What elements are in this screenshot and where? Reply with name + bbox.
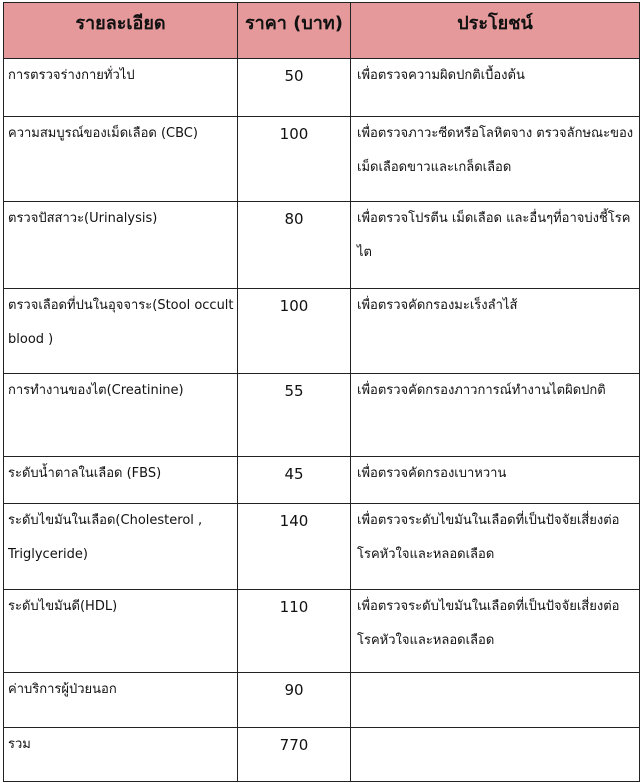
price-table xyxy=(3,2,640,782)
item-cell: ค่าบริการผู้ป่วยนอก xyxy=(4,673,238,728)
price-cell: 110 xyxy=(238,590,351,673)
item-cell: ตรวจเลือดที่ปนในอุจจาระ(Stool occult blood ) xyxy=(4,289,238,374)
benefit-cell: เพื่อตรวจภาวะซีดหรือโลหิตจาง ตรวจลักษณะของเม็ดเลือดขาวและเกล็ดเลือด xyxy=(351,117,640,202)
item-cell: ระดับไขมันดี(HDL) xyxy=(4,590,238,673)
benefit-cell xyxy=(351,728,640,782)
total-row xyxy=(4,728,640,782)
item-cell: ระดับน้ำตาลในเลือด (FBS) xyxy=(4,457,238,504)
item-cell: การตรวจร่างกายทั่วไป xyxy=(4,59,238,117)
benefit-cell: เพื่อตรวจความผิดปกติเบื้องต้น xyxy=(351,59,640,117)
total-price-cell: 770 xyxy=(238,728,351,782)
table-row xyxy=(4,673,640,728)
header-benefit: ประโยชน์ xyxy=(351,3,640,59)
price-cell: 140 xyxy=(238,504,351,590)
benefit-cell: เพื่อตรวจคัดกรองมะเร็งลำไส้ xyxy=(351,289,640,374)
benefit-cell xyxy=(351,673,640,728)
item-cell: การทำงานของไต(Creatinine) xyxy=(4,374,238,457)
header-price: ราคา (บาท) xyxy=(238,3,351,59)
benefit-cell: เพื่อตรวจระดับไขมันในเลือดที่เป็นปัจจัยเสี่ยงต่อโรคหัวใจและหลอดเลือด xyxy=(351,590,640,673)
price-cell: 90 xyxy=(238,673,351,728)
table-body xyxy=(4,59,640,782)
price-cell: 100 xyxy=(238,289,351,374)
price-cell: 50 xyxy=(238,59,351,117)
total-label-cell: รวม xyxy=(4,728,238,782)
price-cell: 100 xyxy=(238,117,351,202)
table-header xyxy=(4,3,640,59)
price-cell: 80 xyxy=(238,202,351,289)
table-row xyxy=(4,202,640,289)
price-cell: 45 xyxy=(238,457,351,504)
table-row xyxy=(4,504,640,590)
table-row xyxy=(4,374,640,457)
item-cell: ตรวจปัสสาวะ(Urinalysis) xyxy=(4,202,238,289)
table-row xyxy=(4,289,640,374)
table-row xyxy=(4,117,640,202)
table-row xyxy=(4,590,640,673)
table-row xyxy=(4,457,640,504)
benefit-cell: เพื่อตรวจโปรตีน เม็ดเลือด และอื่นๆที่อาจบ่งชี้โรคไต xyxy=(351,202,640,289)
price-cell: 55 xyxy=(238,374,351,457)
benefit-cell: เพื่อตรวจคัดกรองเบาหวาน xyxy=(351,457,640,504)
benefit-cell: เพื่อตรวจคัดกรองภาวการณ์ทำงานไตผิดปกติ xyxy=(351,374,640,457)
benefit-cell: เพื่อตรวจระดับไขมันในเลือดที่เป็นปัจจัยเสี่ยงต่อโรคหัวใจและหลอดเลือด xyxy=(351,504,640,590)
item-cell: ความสมบูรณ์ของเม็ดเลือด (CBC) xyxy=(4,117,238,202)
header-item: รายละเอียด xyxy=(4,3,238,59)
item-cell: ระดับไขมันในเลือด(Cholesterol , Triglyceride) xyxy=(4,504,238,590)
table-row xyxy=(4,59,640,117)
